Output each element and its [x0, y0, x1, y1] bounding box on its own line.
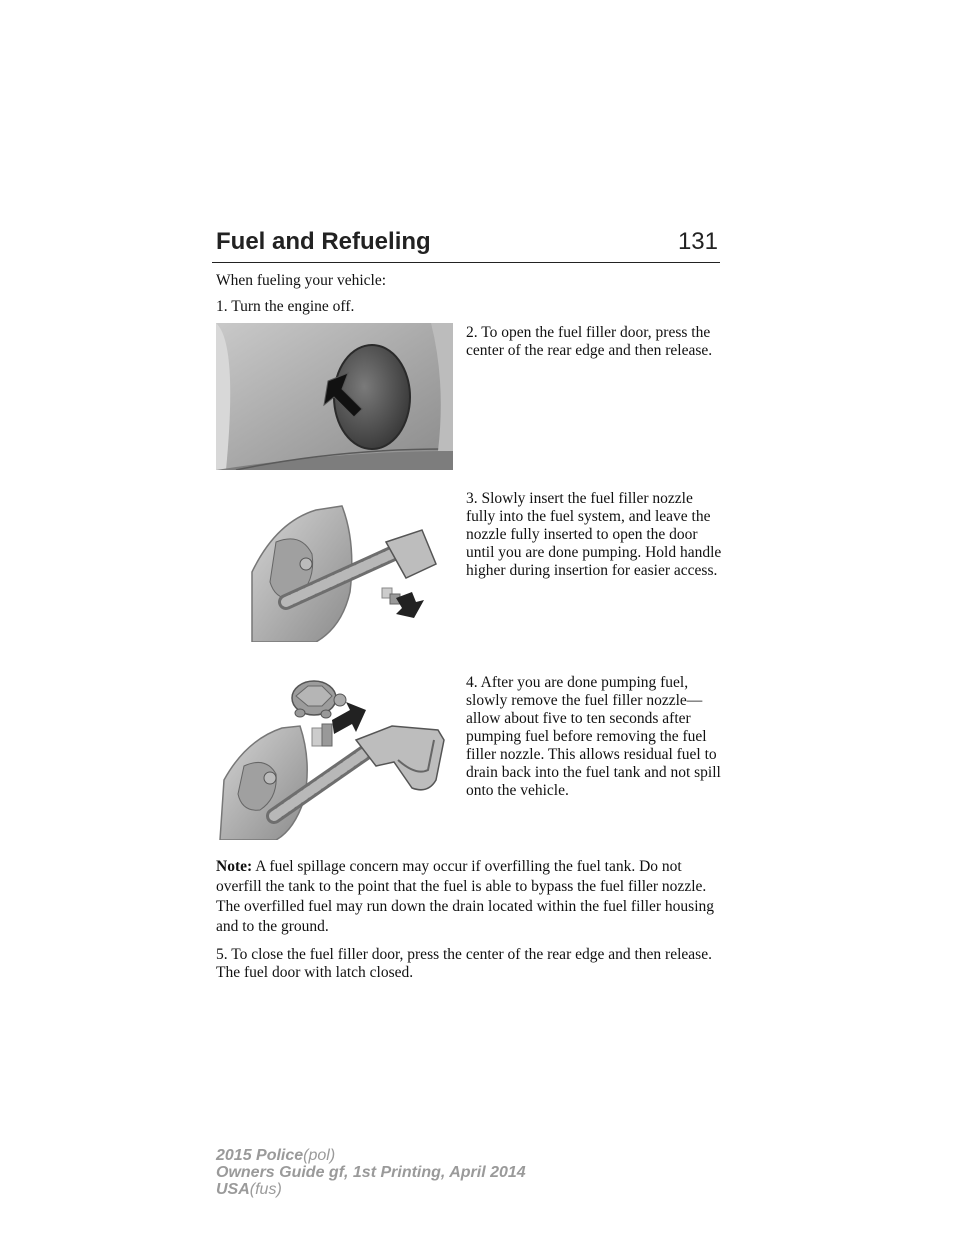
step-3: 3. Slowly insert the fuel filler nozzle fully into the fuel system, and leave the nozzle fully inserted to open the door until you are done pumping. Hold handle higher during insertion for easier access. [466, 490, 722, 579]
nozzle-insertion-illustration [246, 502, 440, 642]
footer-model: 2015 Police [216, 1147, 304, 1164]
footer-guide: Owners Guide gf, 1st Printing, April 2014 [216, 1164, 526, 1181]
page-number: 131 [677, 228, 718, 255]
footer-market-code: (fus) [249, 1181, 282, 1198]
footer-market: USA [216, 1181, 250, 1198]
footer-model-code: (pol) [303, 1147, 336, 1164]
step-2: 2. To open the fuel filler door, press the center of the rear edge and then release. [466, 324, 713, 359]
nozzle-removal-illustration [216, 670, 451, 840]
document-footer [216, 1147, 526, 1198]
page-header [212, 228, 720, 263]
step-4: 4. After you are done pumping fuel, slowly remove the fuel filler nozzle—allow about five to ten seconds after pumping fuel before removing the fuel filler nozzle. This allows residual fuel to drain back into the fuel tank and not spill onto the vehicle. [466, 674, 721, 799]
step-5: 5. To close the fuel filler door, press the center of the rear edge and then release. The fuel door with latch closed. [216, 946, 712, 981]
note-text: A fuel spillage concern may occur if overfilling the fuel tank. Do not overfill the tank to the point that the fuel is able to bypass the fuel filler nozzle. The overfilled fuel may run down the drain located within the fuel filler housing and to the ground. [216, 858, 715, 935]
section-title: Fuel and Refueling [216, 228, 431, 255]
note-label: Note: [216, 858, 253, 875]
fuel-filler-door-illustration [216, 323, 453, 470]
intro-text: When fueling your vehicle: [216, 272, 387, 289]
note-paragraph [216, 857, 724, 937]
step-1: 1. Turn the engine off. [216, 298, 355, 315]
